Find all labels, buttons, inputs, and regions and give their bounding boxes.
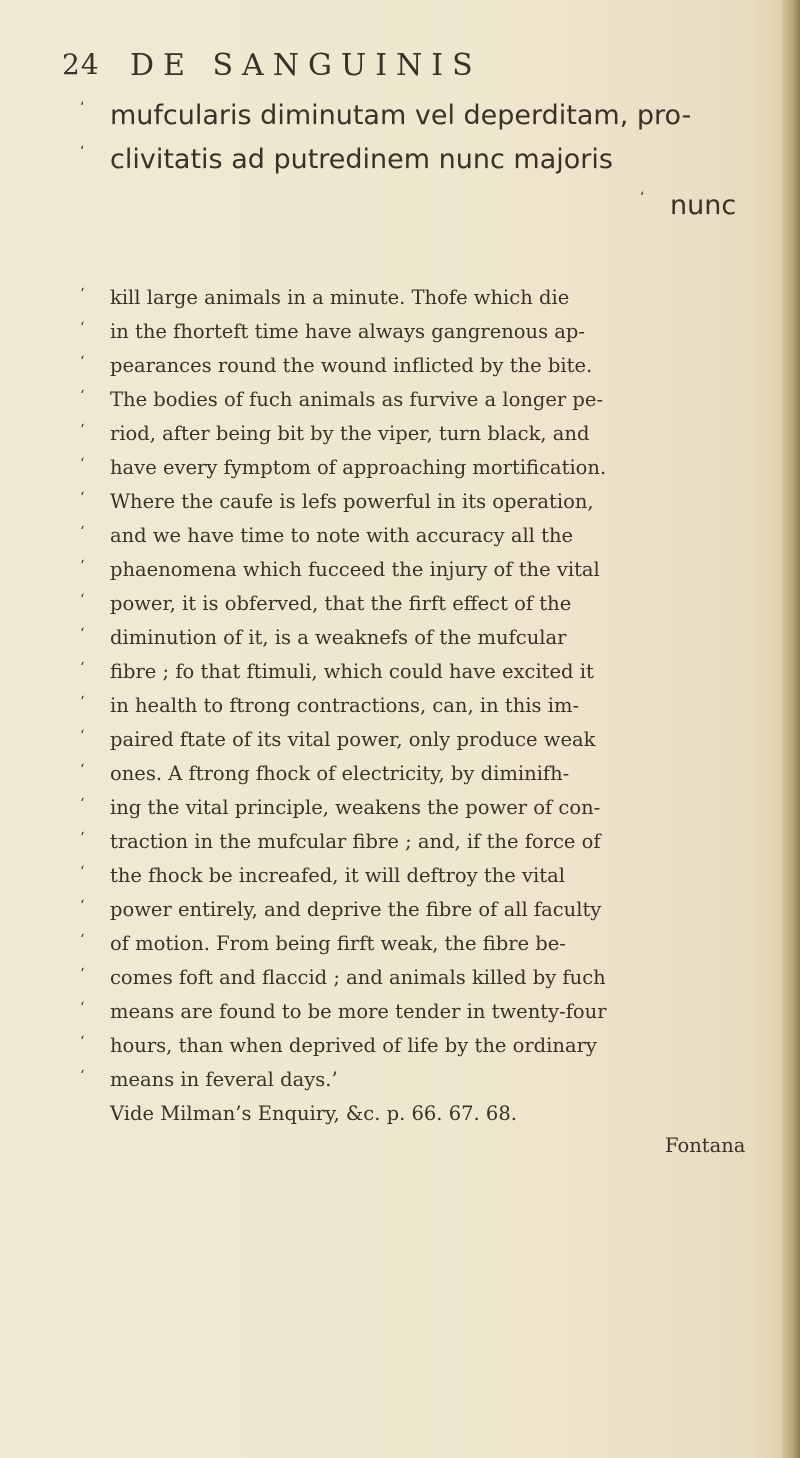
text-line — [80, 1068, 338, 1098]
text-line — [80, 694, 579, 724]
text-line — [80, 286, 569, 316]
text-line — [80, 864, 565, 894]
line-text: paired ftate of its vital power, only produce weak — [110, 728, 596, 751]
citation-text: Vide Milman’s Enquiry, &c. p. 66. 67. 68. — [110, 1102, 517, 1125]
quote-mark: ‘ — [80, 524, 85, 540]
text-line — [80, 524, 573, 554]
quote-mark: ‘ — [80, 490, 85, 506]
text-line — [80, 898, 601, 928]
line-text: comes foft and flaccid ; and animals killed by fuch — [110, 966, 606, 989]
running-head: DE SANGUINIS — [130, 48, 482, 83]
line-text: Where the caufe is lefs powerful in its operation, — [110, 490, 594, 513]
line-text: riod, after being bit by the viper, turn black, and — [110, 422, 590, 445]
text-line — [80, 388, 603, 418]
text-line — [80, 558, 600, 588]
line-text: and we have time to note with accuracy all the — [110, 524, 574, 547]
quote-mark: ‘ — [80, 286, 85, 302]
line-text: of motion. From being firft weak, the fibre be- — [110, 932, 566, 955]
quote-mark: ‘ — [80, 728, 85, 744]
page-header — [62, 48, 662, 88]
quote-mark: ‘ — [80, 144, 85, 160]
text-line — [80, 762, 569, 792]
latin-line — [80, 144, 613, 188]
quote-mark: ‘ — [80, 796, 85, 812]
line-text: traction in the mufcular fibre ; and, if the force of — [110, 830, 601, 853]
line-text: ones. A ftrong fhock of electricity, by diminifh- — [110, 762, 570, 785]
line-text: pearances round the wound inflicted by the bite. — [110, 354, 593, 377]
quote-mark: ‘ — [80, 966, 85, 982]
line-text: means are found to be more tender in twenty-four — [110, 1000, 607, 1023]
line-text: fibre ; fo that ftimuli, which could have excited it — [110, 660, 594, 683]
page-number: 24 — [62, 48, 100, 81]
quote-mark: ‘ — [80, 456, 85, 472]
text-line — [80, 932, 566, 962]
line-text: The bodies of fuch animals as furvive a longer pe- — [110, 388, 604, 411]
quote-mark: ‘ — [80, 898, 85, 914]
quote-mark: ‘ — [80, 422, 85, 438]
quote-mark: ‘ — [80, 592, 85, 608]
line-text: power entirely, and deprive the fibre of all faculty — [110, 898, 602, 921]
latin-line-text: mufcularis diminutam vel deperditam, pro- — [110, 100, 692, 131]
text-line — [80, 1000, 607, 1030]
text-line — [80, 830, 601, 860]
line-text: the fhock be increafed, it will deftroy the vital — [110, 864, 565, 887]
text-line — [80, 490, 594, 520]
quote-mark: ‘ — [80, 660, 85, 676]
quote-mark: ‘ — [80, 864, 85, 880]
line-text: power, it is obferved, that the firft effect of the — [110, 592, 572, 615]
quote-mark: ‘ — [80, 1034, 85, 1050]
line-text: phaenomena which fucceed the injury of the vital — [110, 558, 600, 581]
quote-mark: ‘ — [80, 1068, 85, 1084]
quote-mark: ‘ — [80, 762, 85, 778]
text-line — [80, 592, 571, 622]
line-text: kill large animals in a minute. Thofe which die — [110, 286, 570, 309]
line-text: means in feveral days.’ — [110, 1068, 338, 1091]
quote-mark: ‘ — [80, 320, 85, 336]
text-line — [80, 796, 600, 826]
catchword-text: Fontana — [665, 1134, 746, 1157]
citation-line — [110, 1102, 517, 1132]
text-line — [80, 456, 606, 486]
page-edge — [782, 0, 800, 1458]
line-text: diminution of it, is a weaknefs of the mufcular — [110, 626, 567, 649]
line-text: in health to ftrong contractions, can, in this im- — [110, 694, 580, 717]
line-text: in the fhorteft time have always gangrenous ap- — [110, 320, 586, 343]
quote-mark: ‘ — [640, 190, 645, 206]
text-line — [80, 422, 589, 452]
text-line — [80, 660, 594, 690]
line-text: have every fymptom of approaching mortification. — [110, 456, 607, 479]
quote-mark: ‘ — [80, 626, 85, 642]
text-line — [80, 626, 566, 656]
text-line — [80, 966, 606, 996]
text-line — [80, 354, 592, 384]
text-line — [80, 1034, 597, 1064]
quote-mark: ‘ — [80, 1000, 85, 1016]
text-line — [80, 320, 585, 350]
quote-mark: ‘ — [80, 558, 85, 574]
line-text: ing the vital principle, weakens the power of con- — [110, 796, 601, 819]
line-text: hours, than when deprived of life by the ordinary — [110, 1034, 597, 1057]
latin-line — [640, 190, 736, 234]
quote-mark: ‘ — [80, 100, 85, 116]
latin-line-text: nunc — [670, 190, 737, 221]
quote-mark: ‘ — [80, 354, 85, 370]
latin-line-text: clivitatis ad putredinem nunc majoris — [110, 144, 613, 175]
latin-line — [80, 100, 691, 144]
quote-mark: ‘ — [80, 388, 85, 404]
text-line — [80, 728, 595, 758]
catchword — [665, 1134, 745, 1164]
quote-mark: ‘ — [80, 694, 85, 710]
quote-mark: ‘ — [80, 830, 85, 846]
quote-mark: ‘ — [80, 932, 85, 948]
